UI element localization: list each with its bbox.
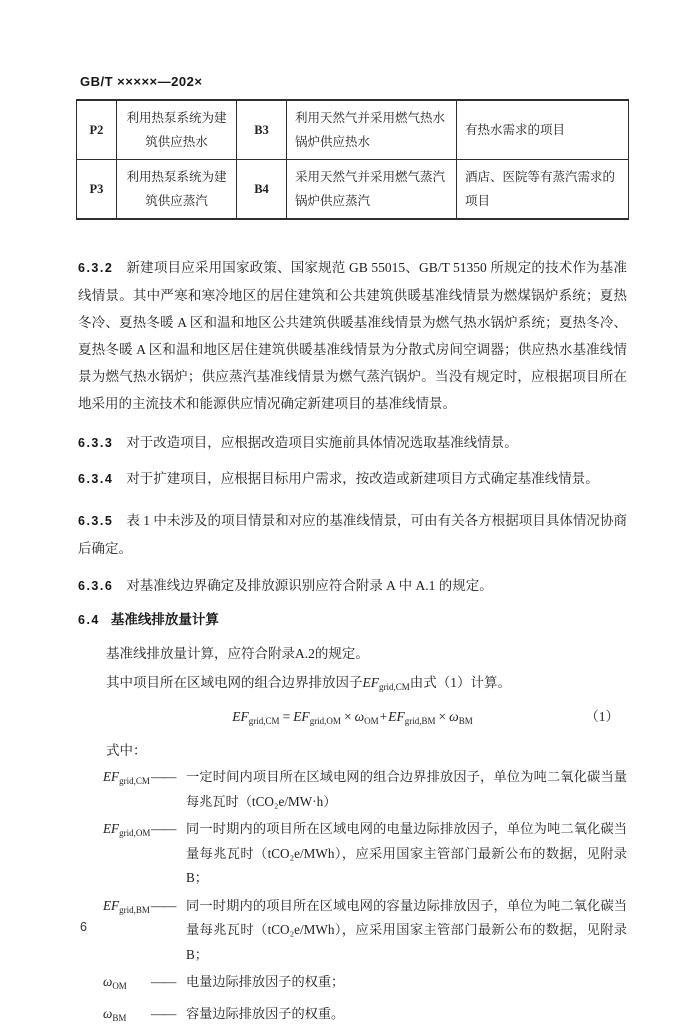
applicable-project-cell: 酒店、医院等有蒸汽需求的项目 [457, 160, 629, 220]
definition-omega-om [78, 970, 627, 999]
baseline-scenario-cell: 采用天然气并采用燃气蒸汽锅炉供应蒸汽 [287, 160, 457, 220]
formula-var-omega-bm: ω [449, 709, 459, 724]
clause-6-3-6 [78, 572, 627, 600]
definition-ef-grid-om [78, 817, 627, 891]
definition-dash: —— [151, 821, 176, 836]
baseline-scenario-table [76, 99, 629, 220]
definition-text: 同一时期内的项目所在区域电网的容量边际排放因子，单位为吨二氧化碳当量每兆瓦时（tCO₂e/MWh），应采用国家主管部门最新公布的数据，见附录 B； [186, 897, 627, 962]
clause-6-3-4 [78, 465, 627, 493]
clause-6-3-2 [78, 254, 627, 417]
project-code-cell: P3 [77, 160, 117, 220]
equation-1 [78, 703, 627, 735]
section-heading-6-4 [78, 606, 627, 634]
project-code-cell: P2 [77, 100, 117, 160]
definition-term: $\omega_{BM}$ [103, 1005, 127, 1023]
section-number: 6.4 [78, 613, 100, 627]
definition-omega-bm [78, 1002, 627, 1031]
section-title: 基准线排放量计算 [110, 612, 219, 627]
formula-sub-grid-cm: grid,CM [248, 716, 280, 726]
formula-sub-grid-bm: grid,BM [404, 716, 436, 726]
definition-term: $EF_{grid,CM}$ [103, 769, 150, 786]
symbol-definitions [78, 765, 627, 1030]
clause-number: 6.3.2 [78, 261, 114, 275]
formula-var-ef-om: EF [293, 709, 310, 724]
clause-6-3-3 [78, 429, 627, 457]
definition-dash: —— [151, 974, 176, 989]
definition-ef-grid-cm [78, 765, 627, 814]
definition-text: 一定时间内项目所在区域电网的组合边界排放因子，单位为吨二氧化碳当量每兆瓦时（tCO₂e/MW·h） [186, 769, 627, 809]
page-number: 6 [80, 920, 87, 934]
clause-text: 对于扩建项目，应根据目标用户需求，按改造或新建项目方式确定基准线情景。 [126, 471, 599, 486]
formula-var-omega-om: ω [354, 709, 365, 724]
multiply-sign: × [343, 709, 352, 724]
table-row [77, 100, 629, 160]
project-scenario-cell: 利用热泵系统为建筑供应蒸汽 [117, 160, 237, 220]
definition-term: $\omega_{OM}$ [103, 974, 127, 991]
definition-dash: —— [151, 897, 176, 913]
clause-number: 6.3.5 [78, 514, 114, 528]
applicable-project-cell: 有热水需求的项目 [457, 100, 629, 160]
document-header: GB/T ×××××—202× [80, 74, 203, 89]
project-scenario-cell: 利用热泵系统为建筑供应热水 [117, 100, 237, 160]
clause-text: 表 1 中未涉及的项目情景和对应的基准线情景，可由有关各方根据项目具体情况协商后确定。 [78, 513, 627, 556]
page-content [78, 74, 627, 1033]
definition-text: 电量边际排放因子的权重； [186, 974, 345, 989]
variable-ef: EF [362, 675, 379, 690]
definition-ef-grid-bm [78, 894, 627, 968]
definition-dash: —— [151, 1005, 176, 1021]
paragraph-grid-factor [78, 669, 627, 701]
formula-sub-om: OM [364, 716, 379, 726]
plus-sign: + [379, 709, 388, 724]
clause-number: 6.3.3 [78, 436, 114, 450]
definition-text: 同一时期内的项目所在区域电网的电量边际排放因子，单位为吨二氧化碳当量每兆瓦时（tCO₂e/MWh），应采用国家主管部门最新公布的数据，见附录 B； [186, 821, 627, 885]
clause-text: 对于改造项目，应根据改造项目实施前具体情况选取基准线情景。 [126, 435, 518, 450]
variable-subscript: grid,CM [379, 682, 410, 692]
definition-term: $EF_{grid,OM}$ [103, 821, 151, 838]
clause-text: 对基准线边界确定及排放源识别应符合附录 A 中 A.1 的规定。 [126, 578, 493, 593]
baseline-code-cell: B3 [237, 100, 287, 160]
equation-number: （1） [585, 709, 619, 724]
definition-term: $EF_{grid,BM}$ [103, 897, 150, 915]
equals-sign: = [282, 709, 291, 724]
clause-number: 6.3.6 [78, 579, 114, 593]
clause-6-3-5 [78, 507, 627, 562]
paragraph-suffix: 由式（1）计算。 [409, 675, 512, 690]
formula-body [232, 709, 472, 724]
definition-text: 容量边际排放因子的权重。 [186, 1005, 345, 1021]
multiply-sign: × [438, 709, 447, 724]
formula-sub-bm: BM [458, 716, 473, 726]
definition-dash: —— [151, 769, 176, 784]
paragraph-baseline-calc: 基准线排放量计算，应符合附录A.2的规定。 [106, 646, 369, 661]
clause-number: 6.3.4 [78, 472, 114, 486]
formula-var-ef-bm: EF [388, 709, 405, 724]
clause-text: 新建项目应采用国家政策、国家规范 GB 55015、GB/T 51350 所规定的技术作为基准线情景。其中严寒和寒冷地区的居住建筑和公共建筑供暖基准线情景为燃煤锅炉系统；夏热冬冷、夏热冬暖 A 区和温和地区公共建筑供暖基准线情景为燃气热水锅炉系统；夏热冬冷、夏热冬暖 A 区和温和地区居住建筑供暖基准线情景为分散式房间空调器；供应热水基准线情景为燃气热水锅炉；供应蒸汽基准线情景为燃气蒸汽锅炉。当没有规定时，应根据项目所在地采用的主流技术和能源供应情况确定新建项目的基准线情景。 [78, 260, 627, 411]
paragraph-prefix: 其中项目所在区域电网的组合边界排放因子 [106, 675, 363, 690]
baseline-code-cell: B4 [237, 160, 287, 220]
table-row [77, 160, 629, 220]
formula-sub-grid-om: grid,OM [309, 716, 341, 726]
formula-var-ef-cm: EF [232, 709, 249, 724]
where-label: 式中： [106, 743, 147, 758]
baseline-scenario-cell: 利用天然气并采用燃气热水锅炉供应热水 [287, 100, 457, 160]
